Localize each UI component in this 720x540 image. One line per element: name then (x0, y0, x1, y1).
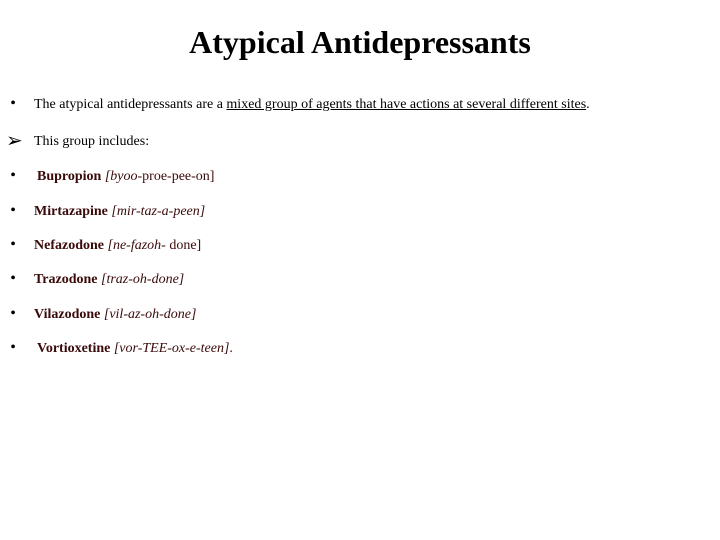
intro-highlight: mixed group of agents that have actions at several different sites (226, 97, 587, 112)
bullet-icon: • (10, 95, 16, 112)
drug-item (37, 168, 214, 186)
bullet-icon: • (10, 202, 16, 219)
drug-name: Vilazodone (34, 307, 101, 322)
bullet-icon: • (10, 167, 16, 184)
drug-pronunciation: [ne-fazoh- (107, 238, 166, 253)
drug-pronunciation-rest: proe-pee-on] (142, 169, 215, 184)
drug-row-vilazodone (0, 304, 720, 326)
intro-suffix: . (586, 97, 590, 112)
bullet-icon: • (10, 339, 16, 356)
drug-item (34, 203, 205, 221)
drug-row-bupropion (0, 166, 720, 188)
intro-text (34, 96, 590, 114)
drug-item (34, 271, 184, 289)
group-includes-row (0, 128, 720, 153)
intro-prefix: The atypical antidepressants are a (34, 97, 227, 112)
drug-pronunciation: [vil-az-oh-done] (103, 307, 197, 322)
drug-pronunciation: [mir-taz-a-peen] (111, 204, 206, 219)
drug-row-trazodone (0, 269, 720, 291)
slide-title: Atypical Antidepressants (189, 24, 531, 60)
arrow-bullet-icon: ➢ (6, 128, 23, 152)
drug-name: Vortioxetine (37, 341, 111, 356)
drug-pronunciation: [traz-oh-done] (101, 272, 185, 287)
bullet-icon: • (10, 305, 16, 322)
drug-item (34, 237, 201, 255)
drug-row-vortioxetine (0, 338, 720, 360)
drug-pronunciation: [byoo- (104, 169, 143, 184)
drug-name: Nefazodone (34, 238, 104, 253)
drug-pronunciation: [vor-TEE-ox-e-teen] (113, 341, 230, 356)
drug-name: Trazodone (34, 272, 98, 287)
drug-name: Mirtazapine (34, 204, 108, 219)
drug-item (34, 306, 196, 324)
bullet-icon: • (10, 270, 16, 287)
drug-item (37, 340, 233, 358)
drug-name: Bupropion (37, 169, 102, 184)
bullet-icon: • (10, 236, 16, 253)
group-includes-text: This group includes: (34, 134, 150, 149)
drug-row-mirtazapine (0, 201, 720, 223)
intro-bullet-row (0, 94, 720, 116)
drug-pronunciation-rest: done] (165, 238, 202, 253)
drug-row-nefazodone (0, 235, 720, 257)
drug-pronunciation-rest: . (229, 341, 233, 356)
